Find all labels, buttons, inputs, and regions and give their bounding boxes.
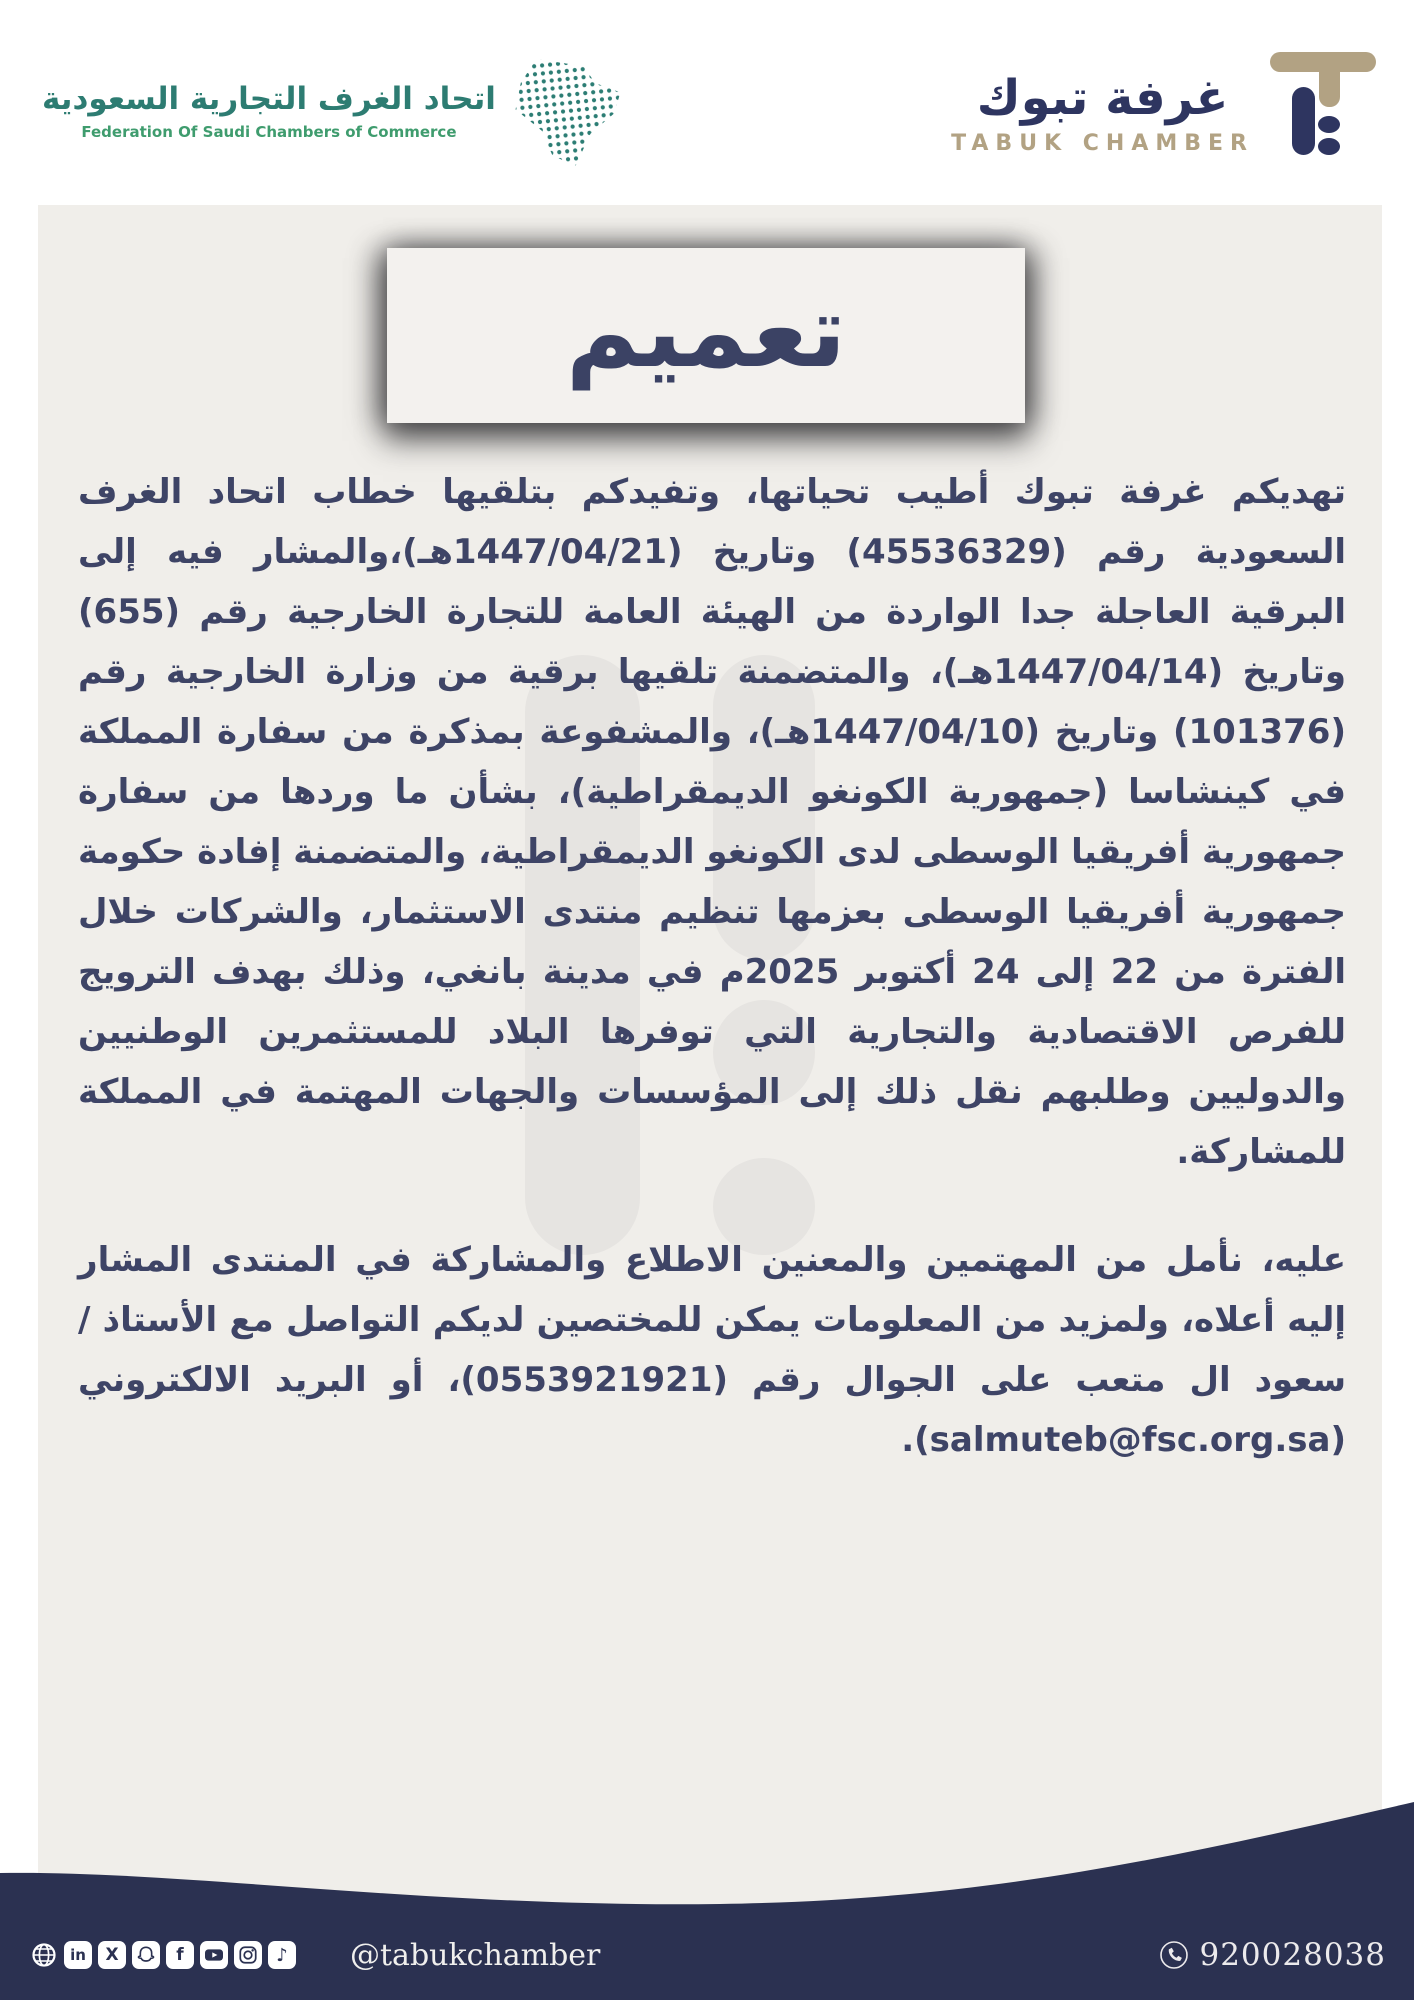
tabuk-logo-text (951, 72, 1254, 156)
tiktok-icon[interactable]: ♪ (268, 1941, 296, 1969)
fsc-name-arabic: اتحاد الغرف التجارية السعودية (42, 81, 496, 117)
tabuk-chamber-logo (951, 52, 1376, 156)
phone-number: 920028038 (1199, 1937, 1386, 1973)
circular-body (78, 462, 1346, 1470)
fsc-logo-text (42, 81, 496, 141)
snapchat-icon[interactable] (132, 1941, 160, 1969)
tabuk-name-english: TABUK CHAMBER (951, 130, 1254, 156)
tabuk-mark-dot-2 (1318, 138, 1340, 155)
x-twitter-icon[interactable]: X (98, 1941, 126, 1969)
youtube-icon[interactable] (200, 1941, 228, 1969)
saudi-map-dots-icon (512, 52, 624, 170)
social-handle[interactable]: @tabukchamber (350, 1937, 601, 1973)
fsc-logo (42, 52, 624, 170)
tabuk-mark-vertical-bar (1319, 68, 1340, 107)
tabuk-mark-pill (1292, 87, 1315, 155)
tabuk-name-arabic: غرفة تبوك (976, 70, 1229, 126)
social-icons (30, 1941, 296, 1969)
instagram-icon[interactable] (234, 1941, 262, 1969)
tabuk-mark-dot-1 (1318, 116, 1340, 133)
fsc-name-english: Federation Of Saudi Chambers of Commerce (81, 123, 457, 141)
footer-bar (30, 1930, 1386, 1980)
circular-paragraph-2: عليه، نأمل من المهتمين والمعنين الاطلاع والمشاركة في المنتدى المشار إليه أعلاه، ولمزيد من المعلومات يمكن للمختصين لديكم التواصل مع الأستاذ / سعود ال متعب على الجوال رقم (0553921921)، أو البريد الالكتروني (salmuteb@fsc.org.sa). (78, 1240, 1346, 1460)
tabuk-logo-mark (1270, 52, 1376, 155)
facebook-icon[interactable]: f (166, 1941, 194, 1969)
phone-icon (1159, 1940, 1189, 1970)
circular-title: تعميم (565, 272, 847, 390)
circular-paragraph-1: تهديكم غرفة تبوك أطيب تحياتها، وتفيدكم بتلقيها خطاب اتحاد الغرف السعودية رقم (45536329) وتاريخ (1447/04/21هـ)،والمشار فيه إلى البرقية العاجلة جدا الواردة من الهيئة العامة للتجارة الخارجية رقم (655) وتاريخ (1447/04/14هـ)، والمتضمنة تلقيها برقية من وزارة الخارجية رقم (101376) وتاريخ (1447/04/10هـ)، والمشفوعة بمذكرة من سفارة المملكة في كينشاسا (جمهورية الكونغو الديمقراطية)، بشأن ما وردها من سفارة جمهورية أفريقيا الوسطى لدى الكونغو الديمقراطية، والمتضمنة إفادة حكومة جمهورية أفريقيا الوسطى بعزمها تنظيم منتدى الاستثمار، والشركات خلال الفترة من 22 إلى 24 أكتوبر 2025م في مدينة بانغي، وذلك بهدف الترويج للفرص الاقتصادية والتجارية التي توفرها البلاد للمستثمرين الوطنيين والدوليين وطلبهم نقل ذلك إلى المؤسسات والجهات المهتمة في المملكة للمشاركة. (78, 472, 1347, 1172)
phone-contact[interactable] (1159, 1937, 1386, 1973)
linkedin-icon[interactable]: in (64, 1941, 92, 1969)
circular-title-box (387, 248, 1025, 423)
website-globe-icon[interactable] (30, 1941, 58, 1969)
